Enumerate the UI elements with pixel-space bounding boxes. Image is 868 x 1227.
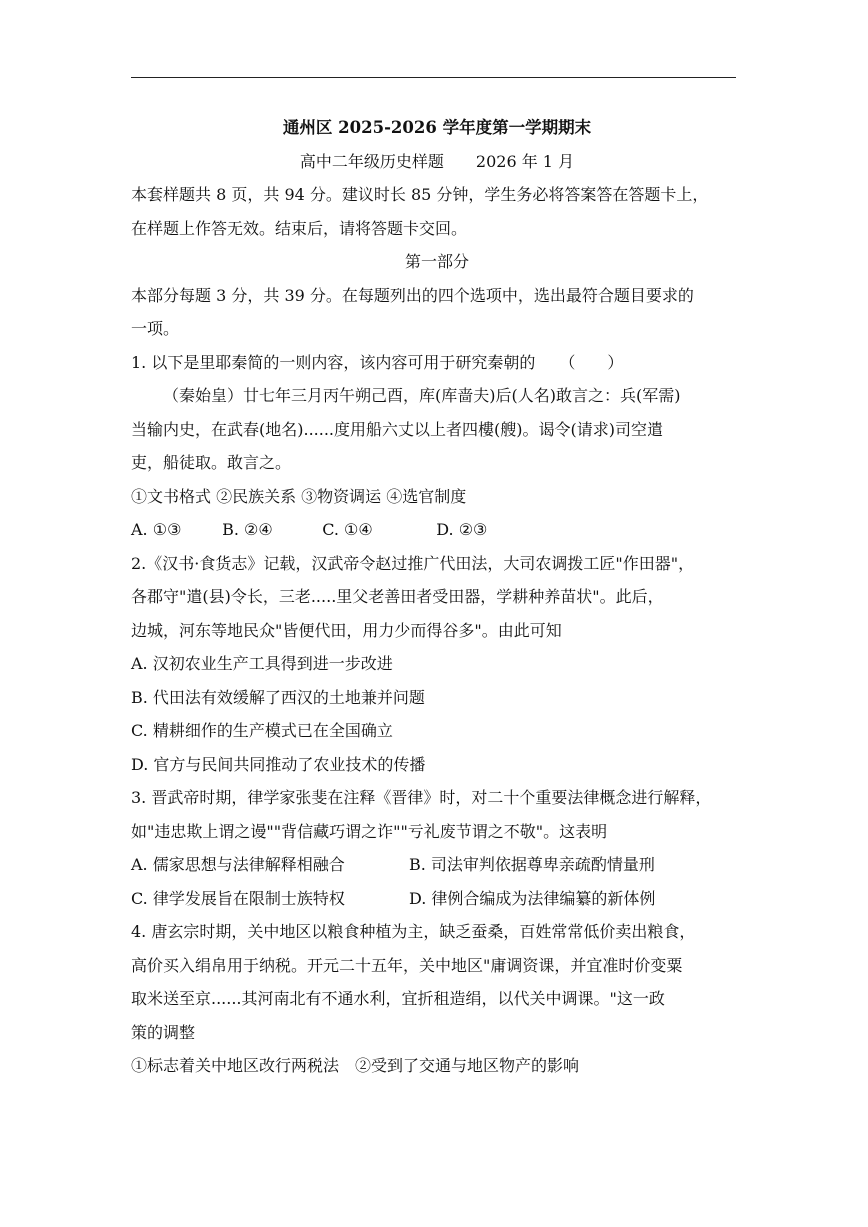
exam-subtitle: 高中二年级历史样题 2026 年 1 月	[299, 151, 575, 171]
exam-title: 通州区 2025-2026 学年度第一学期期末	[282, 118, 592, 137]
instruction-line: 本套样题共 8 页，共 94 分。建议时长 85 分钟，学生务必将答案答在答题卡上，	[131, 185, 709, 204]
q1-stem: 1. 以下是里耶秦简的一则内容，该内容可用于研究秦朝的 （ ）	[131, 352, 624, 372]
q1-option-c[interactable]: C. ①④	[322, 520, 373, 539]
q2-stem-line: 2.《汉书·食货志》记载，汉武帝令赵过推广代田法，大司农调拨工匠"作田器"，	[131, 553, 695, 573]
q2-option-b[interactable]: B. 代田法有效缓解了西汉的土地兼并问题	[131, 687, 425, 707]
header-rule	[131, 77, 736, 78]
q1-quote-line: 吏，船徒取。敢言之。	[131, 453, 292, 472]
q3-options-row	[131, 848, 743, 882]
q1-option-a[interactable]: A. ①③	[131, 520, 182, 539]
q4-stem-line: 取米送至京......其河南北有不通水利，宜折租造绢，以代关中调课。"这一政	[131, 989, 665, 1008]
q3-options-row	[131, 882, 743, 916]
q1-option-b[interactable]: B. ②④	[222, 520, 273, 539]
q4-stem-line: 高价买入绢帛用于纳税。开元二十五年，关中地区"庸调资课，并宜准时价变粟	[131, 955, 683, 975]
instruction-line: 在样题上作答无效。结束后，请将答题卡交回。	[131, 218, 468, 238]
q3-stem-line: 如"违忠欺上谓之谩""背信藏巧谓之诈""亏礼废节谓之不敬"。这表明	[131, 821, 608, 841]
q2-option-a[interactable]: A. 汉初农业生产工具得到进一步改进	[131, 654, 393, 673]
q3-option-c[interactable]: C. 律学发展旨在限制士族特权	[131, 888, 345, 908]
q4-stem-line: 策的调整	[131, 1022, 196, 1042]
page-content	[131, 111, 743, 1083]
part-intro-line: 一项。	[131, 319, 180, 338]
q4-stem-line: 4. 唐玄宗时期，关中地区以粮食种植为主，缺乏蚕桑，百姓常常低价卖出粮食，	[131, 922, 696, 941]
q1-option-d[interactable]: D. ②③	[436, 520, 488, 539]
q3-option-d[interactable]: D. 律例合编成为法律编纂的新体例	[409, 888, 656, 908]
q2-stem-line: 各郡守"遣(县)令长，三老.....里父老善田者受田器，学耕种养苗状"。此后，	[131, 587, 664, 606]
q1-options	[131, 513, 743, 547]
q3-option-a[interactable]: A. 儒家思想与法律解释相融合	[131, 855, 345, 874]
q3-stem-line: 3. 晋武帝时期，律学家张斐在注释《晋律》时，对二十个重要法律概念进行解释，	[131, 788, 712, 807]
q4-items: ①标志着关中地区改行两税法 ②受到了交通与地区物产的影响	[131, 1056, 580, 1075]
part-intro-line: 本部分每题 3 分，共 39 分。在每题列出的四个选项中，选出最符合题目要求的	[131, 285, 694, 305]
q1-quote-line: （秦始皇）廿七年三月丙午朔己酉，库(库啬夫)后(人名)敢言之：兵(军需)	[163, 386, 681, 405]
q3-option-b[interactable]: B. 司法审判依据尊卑亲疏酌情量刑	[409, 855, 655, 874]
q2-stem-line: 边城，河东等地民众"皆便代田，用力少而得谷多"。由此可知	[131, 620, 562, 640]
q1-quote-line: 当输内史，在武春(地名)......度用船六丈以上者四樓(艘)。谒令(请求)司空遣	[131, 419, 663, 439]
part-heading: 第一部分	[404, 252, 469, 271]
q2-option-d[interactable]: D. 官方与民间共同推动了农业技术的传播	[131, 754, 426, 774]
q2-option-c[interactable]: C. 精耕细作的生产模式已在全国确立	[131, 721, 393, 740]
q1-items: ①文书格式 ②民族关系 ③物资调运 ④选官制度	[131, 486, 467, 506]
